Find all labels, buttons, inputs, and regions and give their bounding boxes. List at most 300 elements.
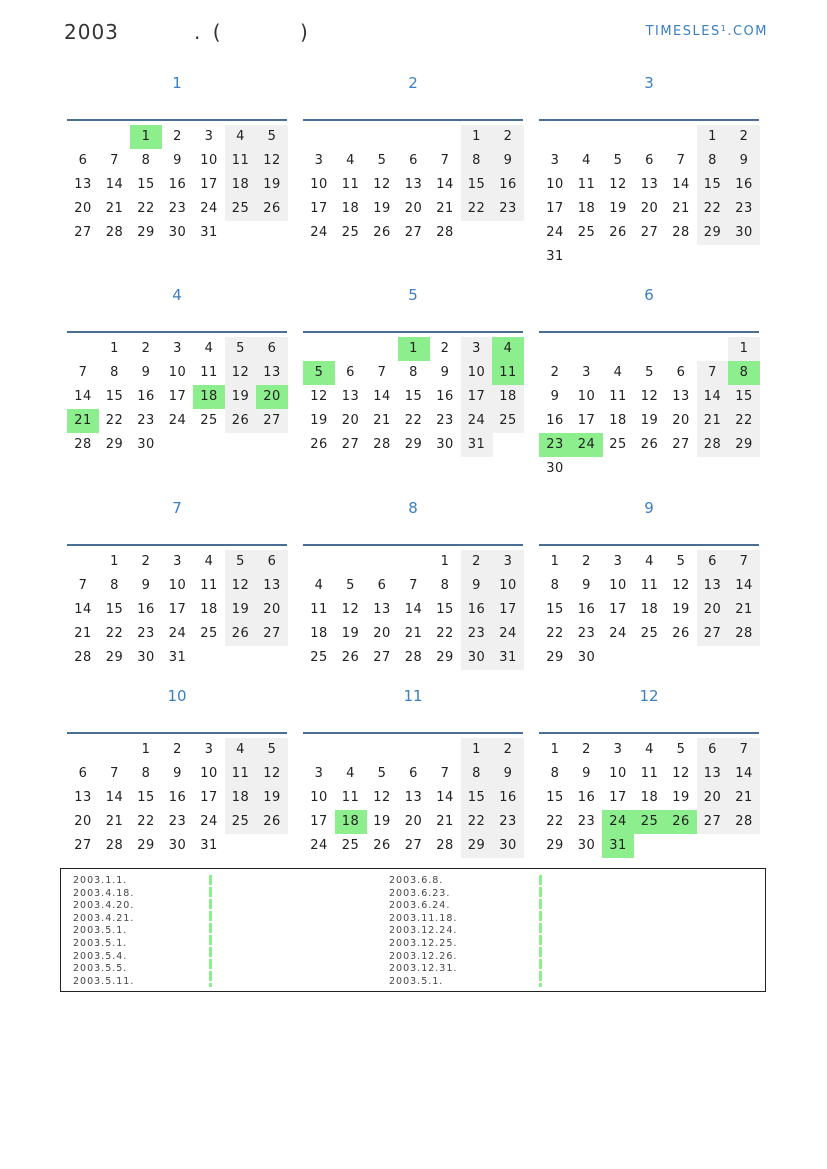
day-cell: 26 xyxy=(256,810,288,834)
day-cell: 19 xyxy=(256,786,288,810)
day-cell: 2 xyxy=(173,742,182,757)
day-cell: 13 xyxy=(74,177,92,192)
day-cell: 26 xyxy=(672,626,690,641)
day-cell: 19 xyxy=(373,201,391,216)
day-cell: 24 xyxy=(492,622,524,646)
day-cell: 22 xyxy=(546,626,564,641)
day-cell: 3 xyxy=(613,554,623,569)
day-cell: 4 xyxy=(346,153,355,168)
day-cell: 25 xyxy=(492,409,524,433)
day-cell: 20 xyxy=(640,201,659,216)
day-cell: 5 xyxy=(256,738,288,762)
holiday-date: 2003.5.11. xyxy=(73,975,135,987)
day-cell: 6 xyxy=(256,337,288,361)
day-cell: 21 xyxy=(436,814,454,829)
month-2 xyxy=(303,72,523,240)
month-title: 12 xyxy=(639,687,659,705)
day-cell: 2 xyxy=(492,738,524,762)
day-cell: 18 xyxy=(200,602,218,617)
day-cell: 6 xyxy=(78,766,88,781)
day-cell: 10 xyxy=(546,177,564,192)
day-cell: 26 xyxy=(373,838,391,853)
day-cell: 19 xyxy=(310,413,328,428)
brand-suffix: .COM xyxy=(727,24,768,39)
day-cell: 7 xyxy=(78,365,88,380)
day-cell: 5 xyxy=(256,125,288,149)
holiday-day-cell: 20 xyxy=(256,385,288,409)
holiday-date: 2003.4.18. xyxy=(73,887,135,899)
day-cell: 5 xyxy=(676,742,686,757)
day-cell: 9 xyxy=(173,153,182,168)
day-cell: 18 xyxy=(640,790,659,805)
day-cell: 31 xyxy=(168,650,187,665)
day-cell: 21 xyxy=(672,201,690,216)
day-cell: 29 xyxy=(728,433,760,457)
day-cell: 8 xyxy=(409,365,418,380)
month-title: 4 xyxy=(172,286,182,304)
holiday-day-cell: 5 xyxy=(303,361,335,385)
day-cell: 21 xyxy=(697,409,729,433)
month-title: 9 xyxy=(644,499,654,517)
day-cell: 28 xyxy=(728,622,760,646)
day-cell: 5 xyxy=(676,554,686,569)
day-cell: 23 xyxy=(492,810,524,834)
month-title: 7 xyxy=(172,499,182,517)
day-cell: 13 xyxy=(373,602,391,617)
day-cell: 29 xyxy=(105,437,124,452)
day-cell: 18 xyxy=(225,173,257,197)
day-cell: 16 xyxy=(577,790,596,805)
day-cell: 13 xyxy=(341,389,360,404)
day-cell: 20 xyxy=(697,598,729,622)
holiday-day-cell: 8 xyxy=(728,361,760,385)
day-cell: 26 xyxy=(341,650,360,665)
day-cell: 16 xyxy=(492,173,524,197)
day-cell: 20 xyxy=(404,814,423,829)
day-cell: 11 xyxy=(225,149,257,173)
holiday-separator xyxy=(539,875,542,987)
day-cell: 29 xyxy=(697,221,729,245)
day-cell: 25 xyxy=(609,437,627,452)
day-cell: 1 xyxy=(697,125,729,149)
day-cell: 13 xyxy=(256,361,288,385)
day-cell: 19 xyxy=(256,173,288,197)
day-cell: 29 xyxy=(105,650,124,665)
day-cell: 28 xyxy=(105,225,124,240)
day-cell: 9 xyxy=(173,766,182,781)
day-cell: 30 xyxy=(168,838,187,853)
day-cell: 22 xyxy=(105,413,124,428)
day-cell: 7 xyxy=(78,578,88,593)
month-11 xyxy=(303,685,523,853)
day-cell: 26 xyxy=(640,437,659,452)
day-cell: 2 xyxy=(173,129,182,144)
day-cell: 19 xyxy=(640,413,659,428)
day-cell: 5 xyxy=(613,153,623,168)
day-cell: 2 xyxy=(141,341,151,356)
day-cell: 20 xyxy=(672,413,690,428)
day-cell: 3 xyxy=(613,742,623,757)
day-cell: 4 xyxy=(613,365,623,380)
day-cell: 24 xyxy=(200,201,218,216)
month-rule xyxy=(303,331,523,333)
day-cell: 13 xyxy=(256,574,288,598)
day-cell: 1 xyxy=(728,337,760,361)
day-cell: 22 xyxy=(436,626,454,641)
holiday-day-cell: 31 xyxy=(602,834,634,858)
day-cell: 8 xyxy=(110,365,119,380)
day-cell: 5 xyxy=(645,365,654,380)
day-cell: 20 xyxy=(373,626,391,641)
month-rule xyxy=(67,732,287,734)
day-cell: 19 xyxy=(373,814,391,829)
day-cell: 19 xyxy=(672,602,690,617)
day-cell: 16 xyxy=(168,177,187,192)
day-cell: 4 xyxy=(225,125,257,149)
day-cell: 2 xyxy=(550,365,560,380)
day-cell: 1 xyxy=(110,341,119,356)
day-cell: 19 xyxy=(225,385,257,409)
holiday-date: 2003.12.31. xyxy=(389,963,458,975)
day-cell: 5 xyxy=(377,766,387,781)
day-cell: 7 xyxy=(440,766,450,781)
holiday-date: 2003.5.1. xyxy=(73,937,128,949)
holiday-day-cell: 24 xyxy=(571,433,603,457)
day-cell: 21 xyxy=(436,201,454,216)
day-cell: 14 xyxy=(436,177,454,192)
day-cell: 26 xyxy=(225,409,257,433)
day-cell: 19 xyxy=(341,626,360,641)
day-cell: 24 xyxy=(546,225,564,240)
day-cell: 17 xyxy=(168,389,187,404)
holiday-date: 2003.1.1. xyxy=(73,875,128,886)
day-cell: 15 xyxy=(461,173,493,197)
day-cell: 23 xyxy=(461,622,493,646)
day-cell: 4 xyxy=(645,554,654,569)
day-cell: 16 xyxy=(137,602,155,617)
day-cell: 14 xyxy=(105,790,124,805)
day-cell: 11 xyxy=(609,389,627,404)
day-cell: 15 xyxy=(105,602,124,617)
month-rule xyxy=(67,119,287,121)
day-cell: 24 xyxy=(200,814,218,829)
brand-logo[interactable] xyxy=(646,24,768,39)
month-rule xyxy=(539,732,759,734)
holiday-day-cell: 4 xyxy=(492,337,524,361)
day-cell: 27 xyxy=(672,437,690,452)
day-cell: 3 xyxy=(492,550,524,574)
title-punctuation: . ( xyxy=(194,20,224,44)
day-cell: 12 xyxy=(256,149,288,173)
month-9 xyxy=(539,497,759,665)
day-cell: 19 xyxy=(609,201,627,216)
day-cell: 11 xyxy=(200,365,218,380)
day-cell: 21 xyxy=(404,626,423,641)
day-cell: 16 xyxy=(137,389,155,404)
day-cell: 27 xyxy=(404,838,423,853)
holiday-day-cell: 1 xyxy=(130,125,162,149)
day-cell: 14 xyxy=(74,389,92,404)
day-cell: 16 xyxy=(728,173,760,197)
day-cell: 17 xyxy=(310,201,328,216)
day-cell: 15 xyxy=(546,602,564,617)
holiday-date: 2003.11.18. xyxy=(389,912,458,924)
day-cell: 26 xyxy=(310,437,328,452)
day-cell: 28 xyxy=(74,650,92,665)
day-cell: 7 xyxy=(110,766,119,781)
day-cell: 6 xyxy=(377,578,387,593)
day-cell: 22 xyxy=(697,197,729,221)
day-cell: 2 xyxy=(728,125,760,149)
day-cell: 6 xyxy=(409,766,418,781)
day-cell: 29 xyxy=(137,225,155,240)
day-cell: 26 xyxy=(609,225,627,240)
day-cell: 20 xyxy=(256,598,288,622)
brand-mark: 1 xyxy=(720,24,728,33)
day-cell: 22 xyxy=(404,413,423,428)
day-cell: 18 xyxy=(341,201,360,216)
month-title: 2 xyxy=(408,74,418,92)
day-cell: 10 xyxy=(168,365,187,380)
day-cell: 30 xyxy=(728,221,760,245)
month-6 xyxy=(539,284,759,476)
month-8 xyxy=(303,497,523,665)
day-cell: 16 xyxy=(492,786,524,810)
day-cell: 9 xyxy=(141,365,151,380)
day-cell: 10 xyxy=(310,790,328,805)
day-cell: 14 xyxy=(697,385,729,409)
day-cell: 27 xyxy=(256,409,288,433)
day-cell: 7 xyxy=(728,738,760,762)
day-cell: 24 xyxy=(168,626,187,641)
holiday-list xyxy=(60,868,766,992)
day-cell: 21 xyxy=(728,786,760,810)
day-cell: 8 xyxy=(110,578,119,593)
day-cell: 31 xyxy=(492,646,524,670)
day-cell: 6 xyxy=(645,153,654,168)
day-cell: 4 xyxy=(204,554,214,569)
day-cell: 31 xyxy=(200,838,218,853)
month-title: 10 xyxy=(167,687,187,705)
day-cell: 12 xyxy=(256,762,288,786)
day-cell: 23 xyxy=(168,201,187,216)
day-cell: 22 xyxy=(137,201,155,216)
day-cell: 4 xyxy=(582,153,591,168)
day-cell: 3 xyxy=(550,153,560,168)
day-cell: 1 xyxy=(550,554,560,569)
day-cell: 21 xyxy=(373,413,391,428)
day-cell: 31 xyxy=(200,225,218,240)
month-rule xyxy=(539,119,759,121)
day-cell: 6 xyxy=(409,153,418,168)
day-cell: 27 xyxy=(697,810,729,834)
day-cell: 28 xyxy=(404,650,423,665)
day-cell: 14 xyxy=(728,762,760,786)
day-cell: 29 xyxy=(546,838,564,853)
day-cell: 3 xyxy=(314,766,324,781)
holiday-date: 2003.12.26. xyxy=(389,950,458,962)
day-cell: 25 xyxy=(200,413,218,428)
title-close-paren: ) xyxy=(300,20,308,44)
day-cell: 9 xyxy=(582,578,591,593)
day-cell: 14 xyxy=(728,574,760,598)
day-cell: 4 xyxy=(645,742,654,757)
day-cell: 27 xyxy=(341,437,360,452)
day-cell: 12 xyxy=(373,177,391,192)
day-cell: 18 xyxy=(492,385,524,409)
day-cell: 9 xyxy=(141,578,151,593)
day-cell: 25 xyxy=(640,626,659,641)
holiday-day-cell: 18 xyxy=(335,810,367,834)
day-cell: 11 xyxy=(577,177,596,192)
day-cell: 29 xyxy=(137,838,155,853)
page-header xyxy=(64,20,768,48)
day-cell: 3 xyxy=(582,365,591,380)
day-cell: 12 xyxy=(640,389,659,404)
day-cell: 10 xyxy=(609,578,627,593)
day-cell: 9 xyxy=(461,574,493,598)
day-cell: 2 xyxy=(582,554,591,569)
day-cell: 25 xyxy=(341,225,360,240)
day-cell: 9 xyxy=(728,149,760,173)
day-cell: 23 xyxy=(577,814,596,829)
holiday-date: 2003.5.5. xyxy=(73,963,128,975)
month-5 xyxy=(303,284,523,452)
day-cell: 27 xyxy=(373,650,391,665)
day-cell: 21 xyxy=(105,201,124,216)
day-cell: 15 xyxy=(728,385,760,409)
day-cell: 2 xyxy=(440,341,450,356)
day-cell: 12 xyxy=(341,602,360,617)
day-cell: 12 xyxy=(225,361,257,385)
month-rule xyxy=(303,119,523,121)
day-cell: 1 xyxy=(141,742,151,757)
day-cell: 23 xyxy=(137,626,155,641)
day-cell: 13 xyxy=(640,177,659,192)
day-cell: 28 xyxy=(697,433,729,457)
holiday-day-cell: 11 xyxy=(492,361,524,385)
day-cell: 5 xyxy=(377,153,387,168)
day-cell: 6 xyxy=(256,550,288,574)
day-cell: 26 xyxy=(256,197,288,221)
month-3 xyxy=(539,72,759,264)
day-cell: 20 xyxy=(341,413,360,428)
day-cell: 30 xyxy=(461,646,493,670)
day-cell: 30 xyxy=(492,834,524,858)
day-cell: 30 xyxy=(137,437,155,452)
day-cell: 16 xyxy=(168,790,187,805)
day-cell: 25 xyxy=(225,197,257,221)
day-cell: 24 xyxy=(461,409,493,433)
day-cell: 9 xyxy=(492,762,524,786)
day-cell: 14 xyxy=(105,177,124,192)
day-cell: 7 xyxy=(697,361,729,385)
day-cell: 11 xyxy=(225,762,257,786)
day-cell: 23 xyxy=(168,814,187,829)
day-cell: 8 xyxy=(440,578,450,593)
day-cell: 3 xyxy=(461,337,493,361)
day-cell: 12 xyxy=(672,578,690,593)
day-cell: 18 xyxy=(640,602,659,617)
day-cell: 28 xyxy=(728,810,760,834)
day-cell: 13 xyxy=(697,762,729,786)
day-cell: 30 xyxy=(577,838,596,853)
day-cell: 27 xyxy=(404,225,423,240)
day-cell: 13 xyxy=(672,389,690,404)
day-cell: 9 xyxy=(440,365,450,380)
day-cell: 11 xyxy=(200,578,218,593)
day-cell: 6 xyxy=(78,153,88,168)
holiday-day-cell: 26 xyxy=(665,810,697,834)
day-cell: 4 xyxy=(346,766,355,781)
day-cell: 17 xyxy=(461,385,493,409)
holiday-column-right xyxy=(389,875,457,988)
day-cell: 27 xyxy=(697,622,729,646)
day-cell: 14 xyxy=(74,602,92,617)
day-cell: 25 xyxy=(341,838,360,853)
day-cell: 8 xyxy=(141,766,151,781)
day-cell: 6 xyxy=(697,550,729,574)
day-cell: 15 xyxy=(546,790,564,805)
day-cell: 24 xyxy=(310,838,328,853)
holiday-date: 2003.5.4. xyxy=(73,950,128,962)
day-cell: 8 xyxy=(550,766,560,781)
title-year: 2003 xyxy=(64,20,119,44)
day-cell: 11 xyxy=(640,766,659,781)
day-cell: 17 xyxy=(577,413,596,428)
day-cell: 23 xyxy=(728,197,760,221)
holiday-date: 2003.6.8. xyxy=(389,875,444,886)
day-cell: 28 xyxy=(672,225,690,240)
day-cell: 12 xyxy=(225,574,257,598)
holiday-day-cell: 24 xyxy=(602,810,634,834)
day-cell: 2 xyxy=(582,742,591,757)
day-cell: 3 xyxy=(173,554,182,569)
month-title: 11 xyxy=(403,687,423,705)
day-cell: 10 xyxy=(609,766,627,781)
day-cell: 3 xyxy=(204,129,214,144)
day-cell: 27 xyxy=(74,225,92,240)
day-cell: 22 xyxy=(461,197,493,221)
day-cell: 30 xyxy=(577,650,596,665)
day-cell: 14 xyxy=(373,389,391,404)
day-cell: 7 xyxy=(377,365,387,380)
day-cell: 22 xyxy=(546,814,564,829)
day-cell: 10 xyxy=(200,153,218,168)
day-cell: 30 xyxy=(168,225,187,240)
day-cell: 8 xyxy=(550,578,560,593)
day-cell: 17 xyxy=(609,790,627,805)
day-cell: 21 xyxy=(74,626,92,641)
day-cell: 2 xyxy=(141,554,151,569)
day-cell: 30 xyxy=(436,437,454,452)
day-cell: 31 xyxy=(546,249,564,264)
day-cell: 16 xyxy=(577,602,596,617)
day-cell: 29 xyxy=(404,437,423,452)
day-cell: 9 xyxy=(492,149,524,173)
month-rule xyxy=(303,544,523,546)
day-cell: 17 xyxy=(492,598,524,622)
day-cell: 28 xyxy=(373,437,391,452)
day-cell: 15 xyxy=(697,173,729,197)
month-title: 3 xyxy=(644,74,654,92)
month-rule xyxy=(539,544,759,546)
day-cell: 12 xyxy=(373,790,391,805)
day-cell: 18 xyxy=(577,201,596,216)
day-cell: 18 xyxy=(609,413,627,428)
day-cell: 23 xyxy=(577,626,596,641)
day-cell: 4 xyxy=(204,341,214,356)
